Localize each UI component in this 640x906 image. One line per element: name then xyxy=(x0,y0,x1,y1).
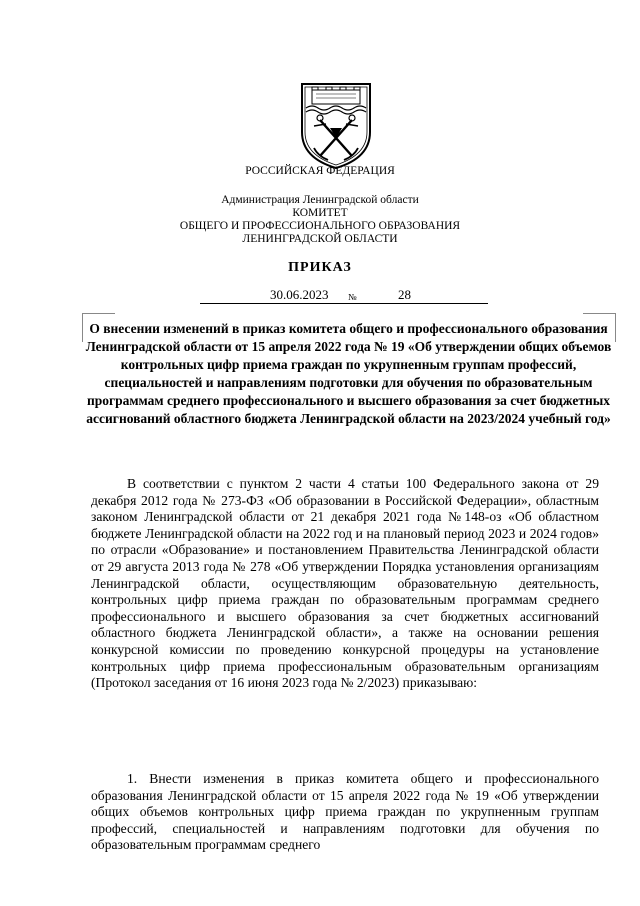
committee-label: КОМИТЕТ xyxy=(292,207,348,219)
body-paragraph-1: В соответствии с пунктом 2 части 4 статьи 100 Федерального закона от 29 декабря 2012 года № 273-ФЗ «Об образовании в Российской Федерации», областным законом Ленинградской области от 21 декабря 2021 года №148-оз «Об областном бюджете Ленинградской области на 2022 год и на плановый период 2023 и 2024 годов» по отрасли «Образование» и постановлением Правительства Ленинградской области от 29 августа 2013 года № 278 «Об утверждении Порядка установления организациям Ленинградской области, осуществляющим образовательную деятельность, контрольных цифр приема граждан по образовательным программам среднего профессионального и высшего образования за счет бюджетных ассигнований областного бюджета Ленинградской области», а также на основании решения конкурсной комиссии по проведению конкурсной процедуры на установление контрольных цифр приема профессиональным образовательным организациям (Протокол заседания от 16 июня 2023 года № 2/2023) приказываю: xyxy=(91,476,599,691)
order-underline xyxy=(200,303,488,304)
administration-label: Администрация Ленинградской области xyxy=(221,194,419,206)
order-title: ПРИКАЗ xyxy=(288,260,352,275)
region-label: ЛЕНИНГРАДСКОЙ ОБЛАСТИ xyxy=(242,233,398,245)
order-number-sign: № xyxy=(348,292,357,302)
body-paragraph-2: 1. Внести изменения в приказ комитета общего и профессионального образования Ленинградской области от 15 апреля 2022 года № 19 «Об утверждении общих объемов контрольных цифр приема граждан по укрупненным группам профессий, специальностей и направлениям подготовки для обучения по образовательным программам среднего xyxy=(91,771,599,853)
order-number: 28 xyxy=(398,287,411,302)
order-number-row xyxy=(200,286,488,306)
coat-of-arms-icon xyxy=(298,78,374,170)
education-label: ОБЩЕГО И ПРОФЕССИОНАЛЬНОГО ОБРАЗОВАНИЯ xyxy=(179,220,461,232)
federation-label: РОССИЙСКАЯ ФЕДЕРАЦИЯ xyxy=(245,165,395,177)
order-date: 30.06.2023 xyxy=(270,287,329,302)
document-title: О внесении изменений в приказ комитета общего и профессионального образования Ленинградской области от 15 апреля 2022 года № 19 «Об утверждении общих объемов контрольных цифр приема граждан по укрупненным группам профессий, специальностей и направлениям подготовки для обучения по образовательным программам среднего профессионального и высшего образования за счет бюджетных ассигнований областного бюджета Ленинградской области на 2023/2024 учебный год» xyxy=(85,321,612,426)
